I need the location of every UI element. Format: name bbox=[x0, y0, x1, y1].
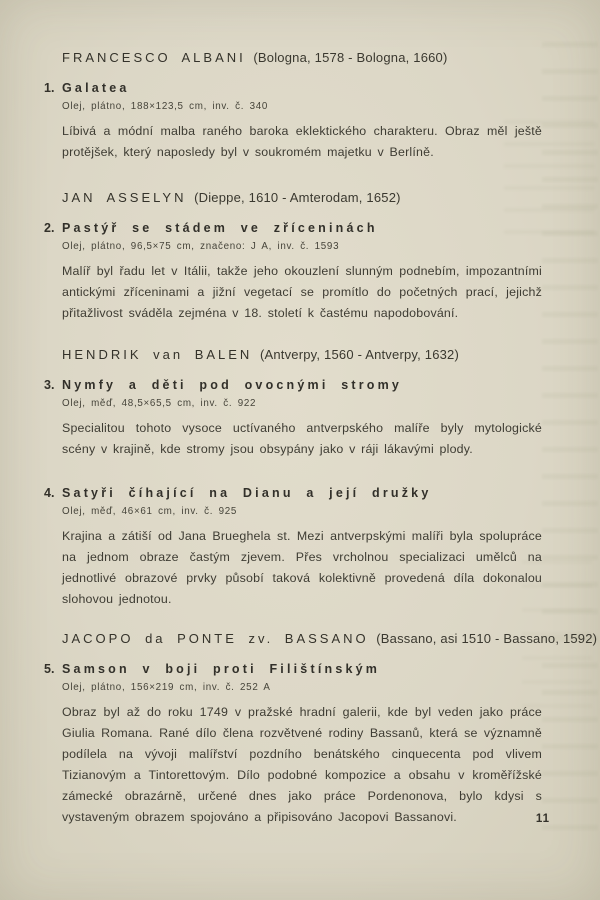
artist-header bbox=[62, 50, 542, 66]
entry-description: Obraz byl až do roku 1749 v pražské hradní galerii, kde byl veden jako práce Giulia Romana. Rané dílo člena rozvětvené rodiny Bassanů, která se významně podílela na vývoji malířství pozdního benátského cinquecenta pod vlivem Tizianovým a Tintorettovým. Dílo podobné kompozice a obsahu v kroměřížské zámecké obrazárně, určené dnes jako práce Pordenonova, bylo kdysi s vystaveným obrazem spojováno a připisováno Jacopovi Bassanovi. bbox=[62, 705, 542, 824]
entry-details: Olej, měď, 46×61 cm, inv. č. 925 bbox=[62, 506, 238, 517]
entry-title: Satyři číhající na Dianu a její družky bbox=[62, 486, 432, 500]
entry-description: Líbivá a módní malba raného baroka eklektického charakteru. Obraz měl ještě protějšek, který naposledy byl v soukromém majetku v Berlíně. bbox=[62, 124, 542, 159]
entry-title: Galatea bbox=[62, 81, 130, 95]
catalog-entry bbox=[44, 661, 542, 828]
entry-head bbox=[44, 80, 542, 96]
entry-number: 4. bbox=[44, 486, 55, 500]
entry-title: Samson v boji proti Filištínským bbox=[62, 662, 381, 676]
entry-number: 5. bbox=[44, 662, 55, 676]
artist-section-albani bbox=[44, 50, 542, 163]
artist-header bbox=[62, 190, 542, 206]
entry-head bbox=[44, 220, 542, 236]
entry-description: Krajina a zátiší od Jana Brueghela st. Mezi antverpskými malíři byla spolupráce na jednom obraze častým zjevem. Přes vrcholnou specializaci umělců na jednotlivé obrazové prvky působí taková kolektivně provedená díla dokonalou slohovou jednotou. bbox=[62, 529, 542, 606]
entry-head bbox=[44, 485, 542, 501]
artist-section-van-balen bbox=[44, 347, 542, 610]
artist-dates: (Bassano, asi 1510 - Bassano, 1592) bbox=[376, 631, 598, 646]
catalog-entry bbox=[44, 220, 542, 324]
artist-dates: (Bologna, 1578 - Bologna, 1660) bbox=[253, 50, 448, 65]
page-number: 11 bbox=[535, 813, 550, 825]
catalog-entry bbox=[44, 377, 542, 460]
entry-description: Specialitou tohoto vysoce uctívaného antverpského malíře byly mytologické scény v krajině, kde stromy jsou obsypány jako v ráji lákavými plody. bbox=[62, 421, 542, 456]
artist-dates: (Dieppe, 1610 - Amterodam, 1652) bbox=[194, 190, 401, 205]
entry-details: Olej, plátno, 156×219 cm, inv. č. 252 A bbox=[62, 682, 271, 693]
entry-head bbox=[44, 661, 542, 677]
artist-name: FRANCESCO ALBANI bbox=[62, 50, 246, 65]
entry-title: Nymfy a děti pod ovocnými stromy bbox=[62, 378, 403, 392]
catalog-entry bbox=[44, 485, 542, 610]
entry-number: 3. bbox=[44, 378, 55, 392]
entry-details: Olej, měď, 48,5×65,5 cm, inv. č. 922 bbox=[62, 398, 257, 409]
entry-number: 2. bbox=[44, 221, 55, 235]
entry-details: Olej, plátno, 96,5×75 cm, značeno: J A, inv. č. 1593 bbox=[62, 241, 340, 252]
artist-header bbox=[62, 347, 542, 363]
entry-title: Pastýř se stádem ve zříceninách bbox=[62, 221, 378, 235]
artist-dates: (Antverpy, 1560 - Antverpy, 1632) bbox=[259, 347, 460, 362]
entry-number: 1. bbox=[44, 81, 55, 95]
catalog-entry bbox=[44, 80, 542, 163]
entry-description: Malíř byl řadu let v Itálii, takže jeho okouzlení slunným podnebím, impozantními antickými zříceninami a jižní vegetací se promítlo do početných prací, jejichž přitažlivost sváděla zejména v 18. století k častému napodobování. bbox=[62, 264, 542, 320]
artist-name: JACOPO da PONTE zv. BASSANO bbox=[62, 631, 369, 646]
artist-name: JAN ASSELYN bbox=[62, 190, 187, 205]
artist-section-asselyn bbox=[44, 190, 542, 324]
artist-header bbox=[62, 631, 598, 647]
entry-details: Olej, plátno, 188×123,5 cm, inv. č. 340 bbox=[62, 101, 269, 112]
bleedthrough-decoration bbox=[542, 42, 598, 842]
artist-name: HENDRIK van BALEN bbox=[62, 347, 253, 362]
entry-head bbox=[44, 377, 542, 393]
